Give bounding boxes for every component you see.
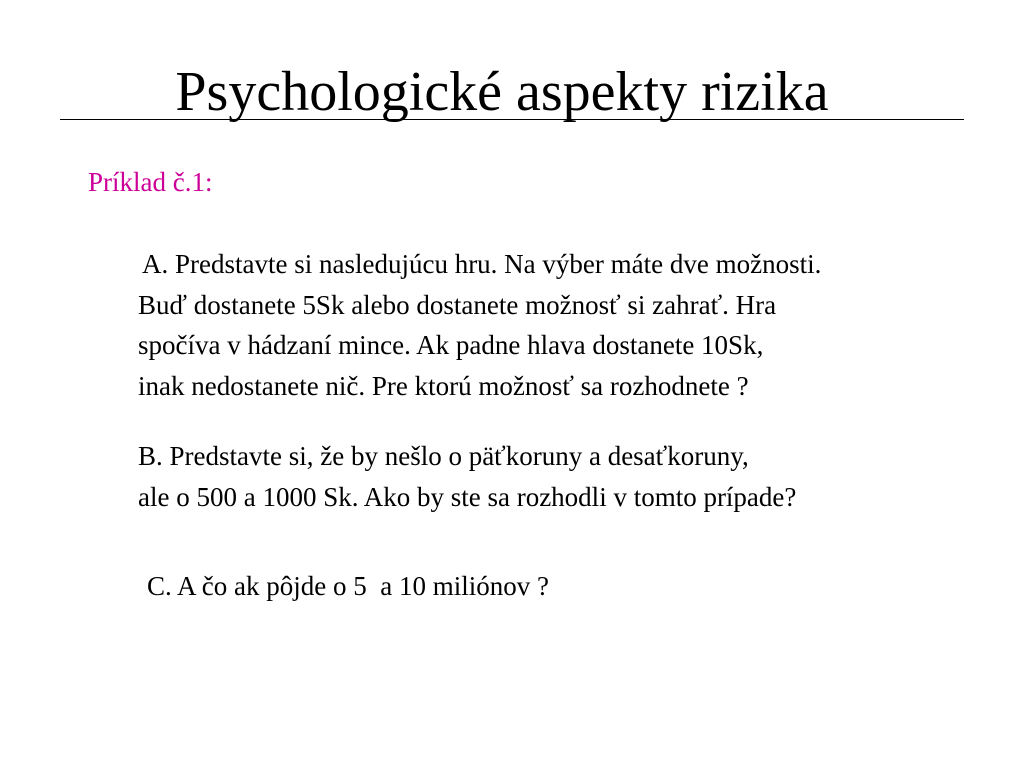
paragraph-a-line: Buď dostanete 5Sk alebo dostanete možnosť si zahrať. Hra xyxy=(138,289,777,320)
paragraph-b-line: ale o 500 a 1000 Sk. Ako by ste sa rozhodli v tomto prípade? xyxy=(138,481,797,512)
title-underline xyxy=(60,119,964,120)
paragraph-a-line: spočíva v hádzaní mince. Ak padne hlava dostanete 10Sk, xyxy=(138,330,764,360)
paragraph-b xyxy=(138,436,796,517)
paragraph-a xyxy=(138,244,821,406)
slide-title: Psychologické aspekty rizika xyxy=(175,61,829,123)
paragraph-a-line: inak nedostanete nič. Pre ktorú možnosť sa rozhodnete ? xyxy=(138,370,749,401)
paragraph-b-line: B. Predstavte si, že by nešlo o päťkoruny a desaťkoruny, xyxy=(138,441,749,471)
paragraph-a-line: A. Predstavte si nasledujúcu hru. Na výber máte dve možnosti. xyxy=(142,249,822,279)
example-label: Príklad č.1: xyxy=(88,167,213,197)
paragraph-c: C. A čo ak pôjde o 5 a 10 miliónov ? xyxy=(147,571,549,601)
